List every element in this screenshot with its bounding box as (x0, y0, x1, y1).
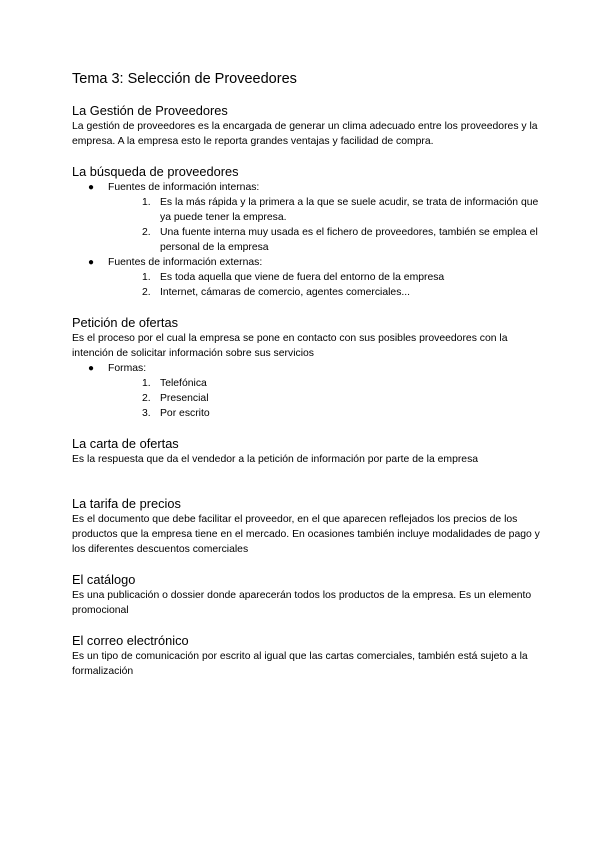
list-number: 2. (142, 287, 151, 298)
section-tarifa (72, 496, 542, 557)
list-item-text: Es la más rápida y la primera a la que se suele acudir, se trata de información que ya puede tener la empresa. (160, 197, 539, 223)
section-text-tarifa: Es el documento que debe facilitar el proveedor, en el que aparecen reflejados los precios de los productos que la empresa tiene en el mercado. En ocasiones también incluye modalidades de pago y los diferentes descuentos comerciales (72, 514, 540, 555)
list-item-text: Es toda aquella que viene de fuera del entorno de la empresa (160, 272, 445, 283)
section-text-gestion: La gestión de proveedores es la encargada de generar un clima adecuado entre los proveedores y la empresa. A la empresa esto le reporta grandes ventajas y facilidad de compra. (72, 121, 538, 147)
numbered-list (108, 195, 542, 255)
section-text-peticion: Es el proceso por el cual la empresa se pone en contacto con sus posibles proveedores con la intención de solicitar información sobre sus servicios (72, 333, 508, 359)
list-item (142, 391, 542, 406)
list-item-text: Una fuente interna muy usada es el fichero de proveedores, también se emplea el personal de la empresa (160, 227, 538, 253)
section-text-correo: Es un tipo de comunicación por escrito al igual que las cartas comerciales, también está sujeto a la formalización (72, 651, 528, 677)
bullet-list-peticion (72, 361, 542, 421)
list-number: 3. (142, 408, 151, 419)
list-number: 1. (142, 272, 151, 283)
list-item-text: Por escrito (160, 408, 210, 419)
list-number: 1. (142, 197, 151, 208)
bullet-label: Formas: (108, 363, 147, 374)
list-item (88, 180, 542, 255)
section-heading-carta: La carta de ofertas (72, 436, 179, 451)
section-busqueda (72, 164, 542, 300)
section-text-catalogo: Es una publicación o dossier donde aparecerán todos los productos de la empresa. Es un elemento promocional (72, 590, 532, 616)
section-heading-catalogo: El catálogo (72, 572, 136, 587)
bullet-icon: ● (88, 257, 95, 268)
section-heading-busqueda: La búsqueda de proveedores (72, 164, 239, 179)
list-item-text: Internet, cámaras de comercio, agentes comerciales... (160, 287, 411, 298)
list-item (88, 361, 542, 421)
numbered-list (108, 376, 542, 421)
section-text-carta: Es la respuesta que da el vendedor a la petición de información por parte de la empresa (72, 454, 479, 465)
section-heading-peticion: Petición de ofertas (72, 315, 178, 330)
bullet-label: Fuentes de información externas: (108, 257, 263, 268)
list-item (142, 225, 542, 255)
list-number: 2. (142, 393, 151, 404)
section-peticion (72, 315, 542, 421)
list-item (142, 195, 542, 225)
document-body (72, 70, 542, 694)
list-item (142, 270, 542, 285)
bullet-list-busqueda (72, 180, 542, 300)
list-item-text: Telefónica (160, 378, 207, 389)
list-item (88, 255, 542, 300)
numbered-list (108, 270, 542, 300)
section-heading-correo: El correo electrónico (72, 633, 189, 648)
section-correo (72, 633, 542, 679)
list-number: 1. (142, 378, 151, 389)
list-item (142, 285, 542, 300)
section-heading-tarifa: La tarifa de precios (72, 496, 181, 511)
list-number: 2. (142, 227, 151, 238)
list-item (142, 406, 542, 421)
bullet-icon: ● (88, 363, 95, 374)
section-heading-gestion: La Gestión de Proveedores (72, 103, 228, 118)
section-catalogo (72, 572, 542, 618)
bullet-icon: ● (88, 182, 95, 193)
document-title: Tema 3: Selección de Proveedores (72, 71, 297, 87)
section-gestion (72, 103, 542, 149)
bullet-label: Fuentes de información internas: (108, 182, 260, 193)
section-carta (72, 436, 542, 467)
list-item-text: Presencial (160, 393, 209, 404)
list-item (142, 376, 542, 391)
